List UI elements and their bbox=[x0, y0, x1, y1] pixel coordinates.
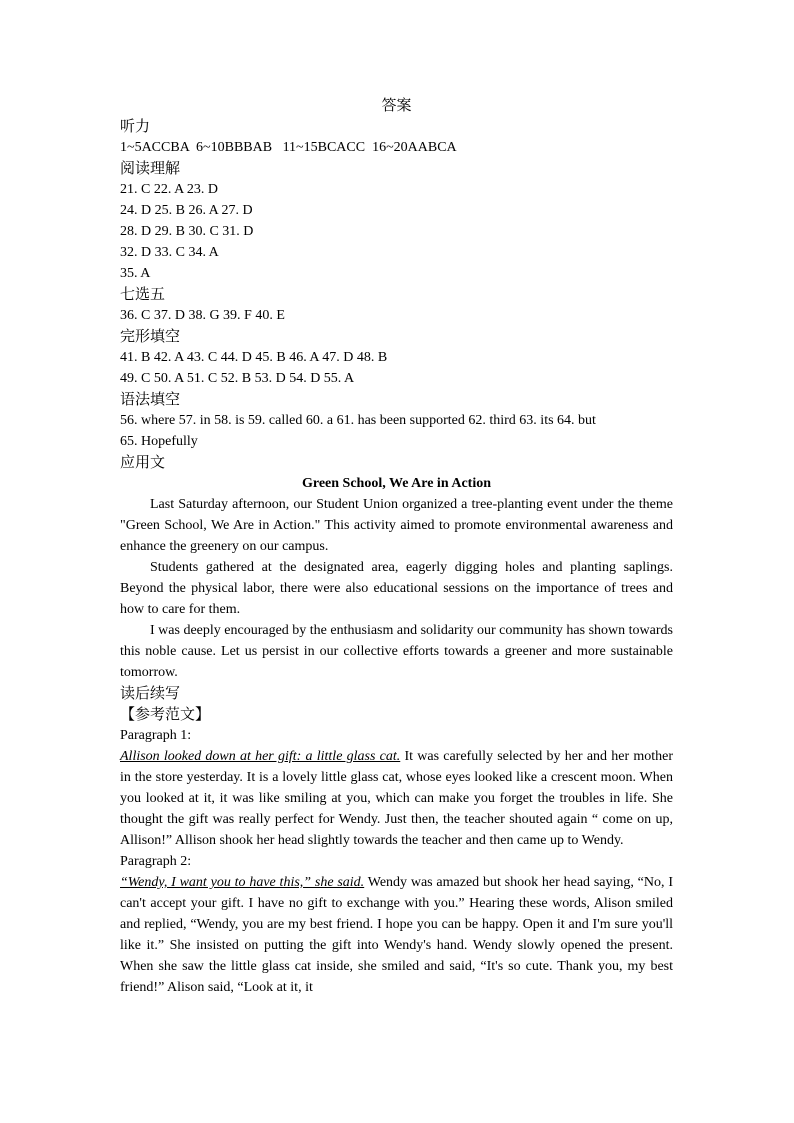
reading-answers-line: 21. C 22. A 23. D bbox=[120, 182, 219, 197]
sample-label: 【参考范文】 bbox=[120, 705, 211, 723]
cloze-answers-line: 49. C 50. A 51. C 52. B 53. D 54. D 55. A bbox=[120, 371, 355, 386]
seven-five-heading: 七选五 bbox=[120, 285, 166, 303]
paragraph-2-lead: “Wendy, I want you to have this,” she said. bbox=[120, 875, 365, 890]
paragraph-1-body: It was carefully selected by her and her mother in the store yesterday. It is a lovely little glass cat, whose eyes looked like a crescent moon. When you looked at it, it was like smiling at you, which can make you forget the troubles in life. She thought the gift was really perfect for Wendy. Just then, the teacher shouted again “ come on up, Allison!” Allison shook her head slightly towards the teacher and then came up to Wendy. bbox=[120, 749, 674, 848]
cloze-heading: 完形填空 bbox=[120, 327, 181, 345]
reading-answers-line: 35. A bbox=[120, 266, 151, 281]
seven-five-answers: 36. C 37. D 38. G 39. F 40. E bbox=[120, 308, 285, 323]
essay-paragraph: Last Saturday afternoon, our Student Union organized a tree-planting event under the theme "Green School, We Are in Action." This activity aimed to promote environmental awareness and enhance the greenery on our campus. bbox=[120, 497, 673, 554]
continuation-heading: 读后续写 bbox=[120, 684, 181, 702]
reading-heading: 阅读理解 bbox=[120, 159, 181, 177]
paragraph-2-label: Paragraph 2: bbox=[120, 854, 192, 869]
reading-answers-line: 28. D 29. B 30. C 31. D bbox=[120, 224, 254, 239]
paragraph-1-label: Paragraph 1: bbox=[120, 728, 192, 743]
grammar-answers-line: 65. Hopefully bbox=[120, 434, 198, 449]
practical-writing-heading: 应用文 bbox=[120, 453, 166, 471]
essay-title: Green School, We Are in Action bbox=[301, 476, 491, 491]
answer-sheet bbox=[120, 95, 673, 998]
reading-answers-line: 32. D 33. C 34. A bbox=[120, 245, 219, 260]
paragraph-2-body: Wendy was amazed but shook her head saying, “No, I can't accept your gift. I have no gift to exchange with you.” Hearing these words, Alison smiled and replied, “Wendy, you are my best friend. I hope you can be happy. Open it and I'm sure you'll like it.” She insisted on putting the gift into Wendy's hand. Wendy slowly opened the present. When she saw the little glass cat inside, she smiled and said, “It's so cute. Thank you, my best friend!” Alison said, “Look at it, it bbox=[120, 875, 673, 995]
grammar-heading: 语法填空 bbox=[120, 390, 181, 408]
grammar-answers-line: 56. where 57. in 58. is 59. called 60. a 61. has been supported 62. third 63. its 64. but bbox=[120, 413, 596, 428]
cloze-answers-line: 41. B 42. A 43. C 44. D 45. B 46. A 47. D 48. B bbox=[120, 350, 388, 365]
essay-paragraph: Students gathered at the designated area, eagerly digging holes and planting saplings. Beyond the physical labor, there were also educational sessions on the importance of trees and how to care for them. bbox=[120, 560, 673, 617]
page-title: 答案 bbox=[381, 96, 412, 114]
paragraph-2-text bbox=[120, 872, 673, 998]
essay-paragraph: I was deeply encouraged by the enthusiasm and solidarity our community has shown towards this noble cause. Let us persist in our collective efforts towards a greener and more sustainable tomorrow. bbox=[120, 623, 673, 680]
paragraph-1-lead: Allison looked down at her gift: a little glass cat. bbox=[120, 749, 401, 764]
listening-answers: 1~5ACCBA 6~10BBBAB 11~15BCACC 16~20AABCA bbox=[120, 140, 457, 155]
listening-heading: 听力 bbox=[120, 117, 151, 135]
reading-answers-line: 24. D 25. B 26. A 27. D bbox=[120, 203, 253, 218]
paragraph-1-text bbox=[120, 746, 673, 851]
